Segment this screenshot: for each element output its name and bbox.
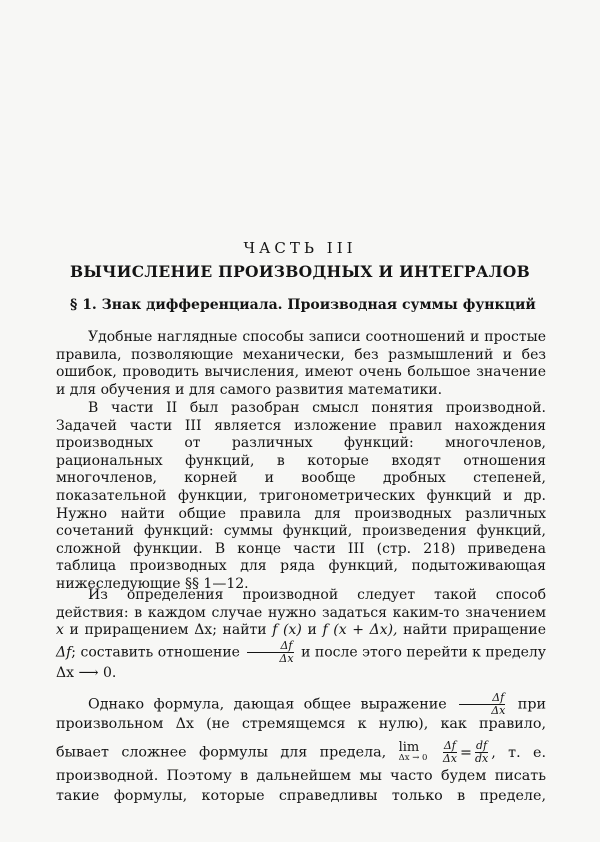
p4-l3-frac-num: Δf bbox=[443, 739, 456, 752]
p3-fx: f (x) bbox=[272, 622, 302, 639]
p3-frac-num: Δf bbox=[247, 640, 293, 653]
deriv-den: dx bbox=[474, 752, 489, 765]
p4-line-3 bbox=[56, 740, 546, 765]
p3-df: Δf bbox=[56, 644, 72, 661]
p4-l3-frac-den: Δx bbox=[442, 752, 457, 765]
paragraph-3 bbox=[56, 587, 546, 682]
p3-and: и bbox=[307, 622, 317, 639]
equals-sign: = bbox=[460, 744, 472, 761]
p3-find2: найти приращение bbox=[403, 622, 547, 639]
part-label: ЧАСТЬ III bbox=[243, 239, 357, 257]
p3-var-x: x bbox=[56, 622, 64, 639]
lim-subscript: Δx → 0 bbox=[398, 752, 428, 763]
p3-after: и после этого перейти к пределу bbox=[301, 644, 546, 661]
p4-frac-den: Δx bbox=[491, 704, 506, 717]
p4-l3-fraction bbox=[443, 740, 457, 765]
paragraph-2: В части II был разобран смысл понятия производной. Задачей части III является изложение правил нахождения производных от различных функций: многочленов, рациональных функций, в которые входят отношения многочленов, корней и вообще дробных степеней, показательной функции, тригонометрических функций и др. Нужно найти общие правила для производных различных сочетаний функций: суммы функций, произведения функций, сложной функции. В конце части III (стр. 218) приведена таблица производных для ряда функций, подытоживающая нижеследующие §§ 1—12. bbox=[56, 400, 546, 592]
paragraph-1: Удобные наглядные способы записи соотношений и простые правила, позволяющие механически, без размышлений и без ошибок, проводить вычисления, имеют очень большое значение и для обучения и для самого развития математики. bbox=[56, 329, 546, 398]
p4-l3a: бывает сложнее формулы для предела, bbox=[56, 744, 387, 761]
p4-l2a: произвольном bbox=[56, 716, 164, 732]
derivative-fraction bbox=[475, 740, 488, 765]
p4-frac-num: Δf bbox=[459, 692, 505, 705]
p4-line-4: производной. Поэтому в дальнейшем мы часто будем писать bbox=[56, 768, 546, 784]
limit-operator bbox=[398, 739, 428, 764]
p4-l2b: (не стремящемся к нулю), как правило, bbox=[206, 716, 547, 732]
p3-limit: Δx ⟶ 0. bbox=[56, 664, 117, 681]
p4-fraction bbox=[459, 692, 505, 717]
p4-l1a: Однако формула, дающая общее выражение bbox=[88, 696, 447, 713]
p3-and-incr: и приращением bbox=[69, 622, 189, 639]
p4-l1b: при bbox=[517, 696, 547, 713]
p3-fraction bbox=[247, 640, 293, 665]
part-title: ВЫЧИСЛЕНИЕ ПРОИЗВОДНЫХ И ИНТЕГРАЛОВ bbox=[69, 262, 531, 281]
p3-fxdx: f (x + Δx), bbox=[322, 622, 398, 639]
p4-l2dx: Δx bbox=[175, 716, 194, 732]
p4-line-5: такие формулы, которые справедливы только в пределе, bbox=[56, 788, 546, 804]
p3-compose: ; составить отношение bbox=[71, 644, 240, 661]
lim-word: lim bbox=[398, 739, 420, 755]
p4-line-2 bbox=[56, 716, 546, 732]
p4-line-1 bbox=[56, 692, 546, 717]
p4-l3b: , т. е. bbox=[491, 744, 547, 761]
p3-dx: Δx bbox=[194, 622, 213, 639]
p3-find: ; найти bbox=[212, 622, 267, 639]
p3-frac-den: Δx bbox=[279, 651, 294, 665]
p3-text-a: Из определения производной следует такой способ действия: в каждом случае нужно задаться каким-то значением bbox=[56, 587, 546, 621]
deriv-num: df bbox=[475, 739, 488, 752]
section-heading: § 1. Знак дифференциала. Производная суммы функций bbox=[70, 297, 536, 313]
